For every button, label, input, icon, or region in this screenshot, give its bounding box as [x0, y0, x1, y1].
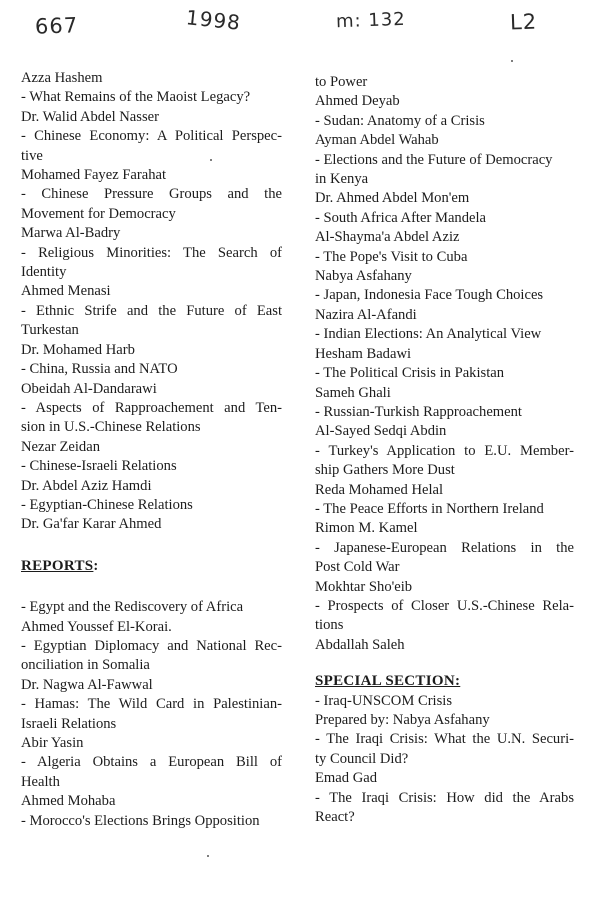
right-column — [315, 73, 574, 827]
report-title-continued: onciliation in Somalia — [21, 657, 150, 674]
report-title: - South Africa After Mandela — [315, 209, 487, 226]
report-title-continued: tions — [315, 617, 344, 634]
article-title: - Egyptian-Chinese Relations — [21, 496, 193, 513]
report-title-continued: Israeli Relations — [21, 715, 117, 732]
special-item-title: - Iraq-UNSCOM Crisis — [315, 692, 453, 709]
report-title: - Egyptian Diplomacy and National Rec- — [21, 637, 282, 654]
article-title: - Aspects of Rapproachement and Ten- — [21, 399, 282, 416]
special-item-title-continued: ty Council Did? — [315, 750, 409, 767]
author-line: Prepared by: Nabya Asfahany — [315, 712, 490, 728]
author-line: Abir Yasin — [21, 735, 84, 751]
article-title-continued: tive — [21, 147, 43, 164]
author-line: Rimon M. Kamel — [315, 520, 418, 537]
special-section-heading: SPECIAL SECTION: — [315, 673, 461, 690]
author-line: Nabya Asfahany — [315, 268, 412, 285]
author-line: Dr. Mohamed Harb — [21, 341, 135, 358]
author-line: Dr. Abdel Aziz Hamdi — [21, 477, 152, 494]
special-item-title: - The Iraqi Crisis: How did the Arabs — [315, 789, 574, 806]
author-line: Dr. Ahmed Abdel Mon'em — [315, 190, 470, 207]
report-title: - Turkey's Application to E.U. Member- — [315, 442, 574, 459]
author-line: Ahmed Mohaba — [21, 793, 116, 810]
handwritten-issue-number: m: 132 — [335, 8, 407, 33]
report-title: - The Peace Efforts in Northern Ireland — [315, 500, 544, 517]
report-title: - The Pope's Visit to Cuba — [315, 248, 468, 265]
special-item-title: - The Iraqi Crisis: What the U.N. Securi- — [315, 731, 574, 748]
article-title-continued: sion in U.S.-Chinese Relations — [21, 419, 201, 436]
article-title-continued: Turkestan — [21, 322, 79, 339]
reports-section-heading: REPORTS: — [21, 557, 99, 574]
report-title: - Russian-Turkish Rapproachement — [315, 403, 522, 420]
article-title: - Chinese-Israeli Relations — [21, 458, 177, 475]
author-line: Hesham Badawi — [315, 345, 412, 362]
report-title: - Sudan: Anatomy of a Crisis — [315, 112, 485, 129]
author-line: Emad Gad — [315, 770, 378, 787]
report-title: - Algeria Obtains a European Bill of — [21, 754, 282, 771]
article-title: - Chinese Pressure Groups and the — [21, 186, 282, 203]
report-title: - Egypt and the Rediscovery of Africa — [21, 599, 244, 616]
handwritten-page-number: 667 — [34, 13, 79, 39]
author-line: Dr. Nagwa Al-Fawwal — [21, 676, 153, 693]
author-line: Mohamed Fayez Farahat — [21, 167, 167, 184]
author-line: Obeidah Al-Dandarawi — [21, 380, 157, 397]
handwritten-mark: L2 — [509, 9, 538, 35]
author-line: Sameh Ghali — [315, 384, 391, 401]
report-title-continued: in Kenya — [315, 171, 369, 188]
author-line: Azza Hashem — [21, 70, 103, 86]
article-title-continued: Movement for Democracy — [21, 205, 176, 222]
report-title: - The Political Crisis in Pakistan — [315, 365, 505, 382]
author-line: Al-Sayed Sedqi Abdin — [315, 423, 447, 440]
report-title: - Hamas: The Wild Card in Palestinian- — [21, 696, 282, 713]
article-title: - What Remains of the Maoist Legacy? — [21, 89, 251, 106]
author-line: Ahmed Youssef El-Korai. — [21, 618, 172, 635]
handwritten-year: 1998 — [184, 5, 243, 35]
scan-speck — [210, 159, 212, 161]
author-line: Dr. Ga'far Karar Ahmed — [21, 516, 162, 533]
author-line: Al-Shayma'a Abdel Aziz — [315, 229, 460, 246]
report-title: - Prospects of Closer U.S.-Chinese Rela- — [315, 597, 574, 614]
report-title-continued: to Power — [315, 74, 368, 90]
author-line: Nazira Al-Afandi — [315, 306, 417, 323]
article-title: - Ethnic Strife and the Future of East — [21, 302, 282, 319]
author-line: Mokhtar Sho'eib — [315, 578, 413, 595]
author-line: Nezar Zeidan — [21, 438, 100, 455]
report-title: - Morocco's Elections Brings Opposition — [21, 812, 260, 829]
report-title: - Elections and the Future of Democracy — [315, 151, 553, 168]
author-line: Reda Mohamed Helal — [315, 481, 444, 498]
report-title-continued: Post Cold War — [315, 559, 400, 576]
report-title: - Japanese-European Relations in the — [315, 539, 574, 556]
article-title: - Religious Minorities: The Search of — [21, 244, 282, 261]
author-line: Marwa Al-Badry — [21, 225, 121, 242]
report-title-continued: ship Gathers More Dust — [315, 462, 455, 479]
scan-speck — [207, 855, 209, 857]
article-title: - China, Russia and NATO — [21, 361, 178, 378]
article-title-continued: Identity — [21, 264, 67, 281]
author-line: Abdallah Saleh — [315, 636, 405, 653]
left-column — [21, 69, 282, 831]
author-line: Ahmed Deyab — [315, 93, 400, 110]
special-item-title-continued: React? — [315, 809, 355, 826]
report-title: - Indian Elections: An Analytical View — [315, 326, 542, 343]
scan-speck — [511, 60, 513, 62]
author-line: Ahmed Menasi — [21, 283, 111, 300]
report-title: - Japan, Indonesia Face Tough Choices — [315, 287, 544, 304]
author-line: Dr. Walid Abdel Nasser — [21, 108, 159, 125]
article-title: - Chinese Economy: A Political Perspec- — [21, 128, 282, 145]
author-line: Ayman Abdel Wahab — [315, 132, 439, 149]
report-title-continued: Health — [21, 773, 60, 790]
